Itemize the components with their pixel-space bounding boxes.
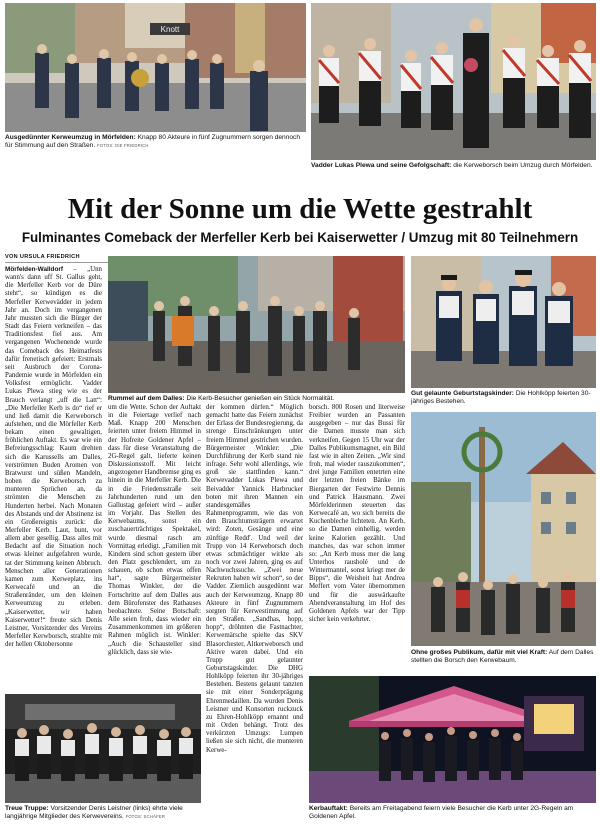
caption-bold: Kerbauftakt: bbox=[309, 805, 348, 812]
photo-credit: FOTOS: DIE FRIEDRICH bbox=[97, 143, 149, 149]
photo-hohlkoepp bbox=[411, 256, 596, 388]
article-column-3 bbox=[206, 404, 303, 822]
article-subheadline: Fulminantes Comeback der Merfeller Kerb bei Kaiserwetter / Umzug mit 80 Teilnehmern bbox=[21, 230, 579, 245]
article-column-4 bbox=[309, 404, 405, 674]
article-column-1 bbox=[5, 266, 102, 690]
caption-bold: Vadder Lukas Plewa und seine Gefolgschaft: bbox=[311, 162, 452, 169]
article-text: borsch. 800 Rosen und literweise Freibier wurden an Passanten ausgegeben – nur das Bussi für die Damen musste man sich verkneifen. Gegen 15 Uhr war der Dalles Publikumsmagnet, ein Bild fast wie in alten Zeiten. „Wir sind froh, mal wieder rauszukommen“, drei junge Familien entetrten eine der letzten freien Bänke im Biergarten der Festwirte Dennis und Patrick Hausmann. Zwei Mörfelderinnen steuerten das Kerwecafé an, wo sich bereits die Kuchenbleche lichteten. An Kerb, so die Damen einhellig, werden keine Kalorien gezählt. Und manches, das war schon immer so: „An Kerb muss mer die lang Unterhos rausholé und de Wintermantel, sonst kriegt mer de Bipps“, die Weisheit hat Andrea Meffert vom Vater übernommen und für die auswärkaufte Abendveranstaltung im Hof des Goldenen Apfels war der Tipp sicher kein verkehrter. bbox=[309, 404, 405, 624]
caption-bold: Gut gelaunte Geburtstagskinder: bbox=[411, 390, 514, 397]
caption-hohlkoepp bbox=[411, 390, 596, 406]
photo-credit: FOTOS: SCHÄFER bbox=[125, 814, 166, 820]
caption-text: Die Kerb-Besucher genießen ein Stück Normalität. bbox=[186, 395, 335, 402]
caption-kerbauftakt bbox=[309, 805, 596, 821]
caption-kerwebaum bbox=[411, 649, 596, 665]
photo-dalles-fair bbox=[108, 256, 405, 393]
article-paragraph bbox=[5, 266, 102, 649]
caption-kerweborsch-group bbox=[311, 162, 596, 170]
article-column-2 bbox=[108, 404, 201, 690]
photo-kerwebaum bbox=[411, 412, 596, 646]
caption-bold: Treue Truppe: bbox=[5, 805, 49, 812]
caption-bold: Ohne großes Publikum, dafür mit viel Kraft: bbox=[411, 649, 548, 656]
caption-parade-moerfelden bbox=[5, 134, 301, 150]
caption-text: Bereits am Freitagabend feiern viele Besucher die Kerb unter 2G-Regeln am Goldenen Apfel. bbox=[309, 805, 574, 821]
caption-bold: Ausgedünnter Kerweumzug in Mörfelden: bbox=[5, 134, 136, 141]
article-text: der kommen dürfen.“ Möglich gemacht hatte das Feiern zunächst der Erlass der Bundesregierung, da strenge Einschränkungen unter freiem Himmel gestrichen wurden. Bürgermeister Winkler: „Die Durchführung der Kerb stand nie infrage. Sehr wohl allerdings, wie groß sie stattfinden kann.“ Kerwevadder Lukas Plewa und Beivadder Yannick Harbrucker boten mit ihren Mannen ein standesgemäßes Rahmenprogramm, wie das von den Brauchtumsträgern erwartet wird: Zoten, Gesänge und eine zünftige Redd'. Und weil der Trupp von 14 Kerweborsch doch etwas schmächtiger wirkte als noch vor zwei Jahren, ging es auf Nachwuchssuche. „Zwei neue Rekruten haben wir schon“, so der Vadder. Ziemlich ausgedünnt war auch der Kerweumzug. Knapp 80 Akteure in fünf Zugnummern sorgten für Kerwestimmung auf den Straßen. „Sandhas, hopp, hopp“, dröhnten die Fastnachter, Kerwemärsche spielte das SKV Blasorchester, Altkerweborsch und Aktive waren dabei. Und ein Trupp gut gelaunter Geburtstagskinder. Die DHG Hohlköpp feierten ihr 30-jähriges Bestehen. Bestens gelaunt tanzten sie mit einer Sonderprägung Ehrenmedaillen. Da wurden Denis Leistner und Konsorten ruckzuck zu Ehren-Hohlköpp ernannt und mit Orden behängt. Trotz des verkürzten Umzugs: Lumpen ließen sie sich nicht, die munteren Kerwe- bbox=[206, 404, 303, 754]
photo-parade-moerfelden bbox=[5, 3, 306, 132]
caption-text: Vorsitzender Denis Leistner (links) ehrte viele langjährige Mitglieder des Kerwevereins. bbox=[5, 805, 183, 821]
article-text: – „Unn wann's dann uff St. Gallus geht, die Merfeller Kerb vor de Düre steht“, so kündigen es die Merfeller Kerwevädder in jedem Jahr an. Doch im vergangenen Jahr mussten sich die Bürger der Stadt das Feiern verkneifen – das Traditionsfest fiel aus. Am vergangenen Wochenende wurde das Comeback des Heimatfests dafür frenetisch gefeiert: Erstmals seit Ausbruch der Corona-Pandemie wurde in Mörfelden ein Volksfest ermöglicht. Vadder Lukas Plewa stieg wie es der Brauch verlangt „uff die Latt“: „Die Merfeller Kerb is do“ rief er und ließ damit die Kerweborsch aufstehen, und die Mörfeller Kerb bekam einen gewaltigen, fröhlichen Auftakt. Es war wie ein Befreiungsschlag: Kaum drehten sich die Karussells am Dalles, verströmten Buden Aromen von Bratwurst und süßen Mandeln, hoben die Kerweborsch zu munteren Sprüchen an, da strömten die Menschen zu Hunderten herbei. Nach Monaten des Abstands und der Abstinenz ist ein Großereignis zurück: die Merfeller Kerb. Laut, bunt, vor allem aber gesellig. Dass alles mit Bedacht auf die Situation noch etwas kleiner aufgefahren wurde, tat der Stimmung keinen Abbruch. Menschen aller Generationen kamen zum Kerweplatz, ins Kerwecafé und an die Straßenränder, um den kleinen Kerweumzug zu erleben. „Kaiserwetter, wir haben Kaiserwetter!“ freute sich Denis Leistner, Vorsitzender des Vereins Merfeller Kerwborsch, strahlte mit der hellen Oktobersonne bbox=[5, 266, 102, 649]
caption-bold: Rummel auf dem Dalles: bbox=[108, 395, 185, 402]
photo-kerbauftakt bbox=[309, 676, 596, 803]
caption-text: Knapp 80 Akteure in fünf Zugnummern sorgen dennoch für Stimmung auf den Straßen. bbox=[5, 134, 301, 150]
article-text: um die Wette. Schon der Auftakt in die Feiertage verlief nach Maß. Knapp 200 Menschen feierten unter freiem Himmel in der Hofreite Goldener Apfel – dass für diese Veranstaltung die 2G-Regel galt, lieferte keinen Diskussionsstoff. Mit leicht angezogener Handbremse ging es hinein in die Merfeller Kerb. Die in die Friedensstraße seit Jahrhunderten rund um den Gallustag gefeiert wird – außer im Vorjahr. Das Stellen des Kerwebaums, sonst ein zuschauerträchtiges Spektakel, wurde diesmal rasch am Vormittag erledigt. „Familien mit Kindern sind schon gestern über den Platz geschlendert, um zu schauen, ob schon etwas offen hat“, sagte Bürgermeister Thomas Winkler, der die Fortschritte auf dem Dalles aus dem Bürofenster des Rathauses beobachtete. Seine Botschaft: Alle seien froh, dass wieder ein Zusammenkommen im größeren Rahmen möglich ist. Winkler: „Auch die Schausteller sind glücklich, dass sie wie- bbox=[108, 404, 201, 656]
shop-sign-text: Knott bbox=[160, 25, 180, 34]
article-place: Mörfelden-Walldorf bbox=[5, 266, 63, 273]
caption-text: Die Hohlköpp feierten 30-jähriges Bestehen. bbox=[411, 390, 591, 406]
photo-kerweborsch-group bbox=[311, 3, 596, 160]
article-headline: Mit der Sonne um die Wette gestrahlt bbox=[67, 193, 533, 225]
photo-treue-truppe bbox=[5, 694, 201, 803]
caption-text: Auf dem Dalles stellten die Borsch den Kerwebaum. bbox=[411, 649, 594, 665]
caption-dalles-fair bbox=[108, 395, 405, 403]
caption-text: die Kerweborsch beim Umzug durch Mörfelden. bbox=[453, 162, 593, 169]
article-author: VON URSULA FRIEDRICH bbox=[5, 254, 80, 260]
caption-treue-truppe bbox=[5, 805, 201, 821]
